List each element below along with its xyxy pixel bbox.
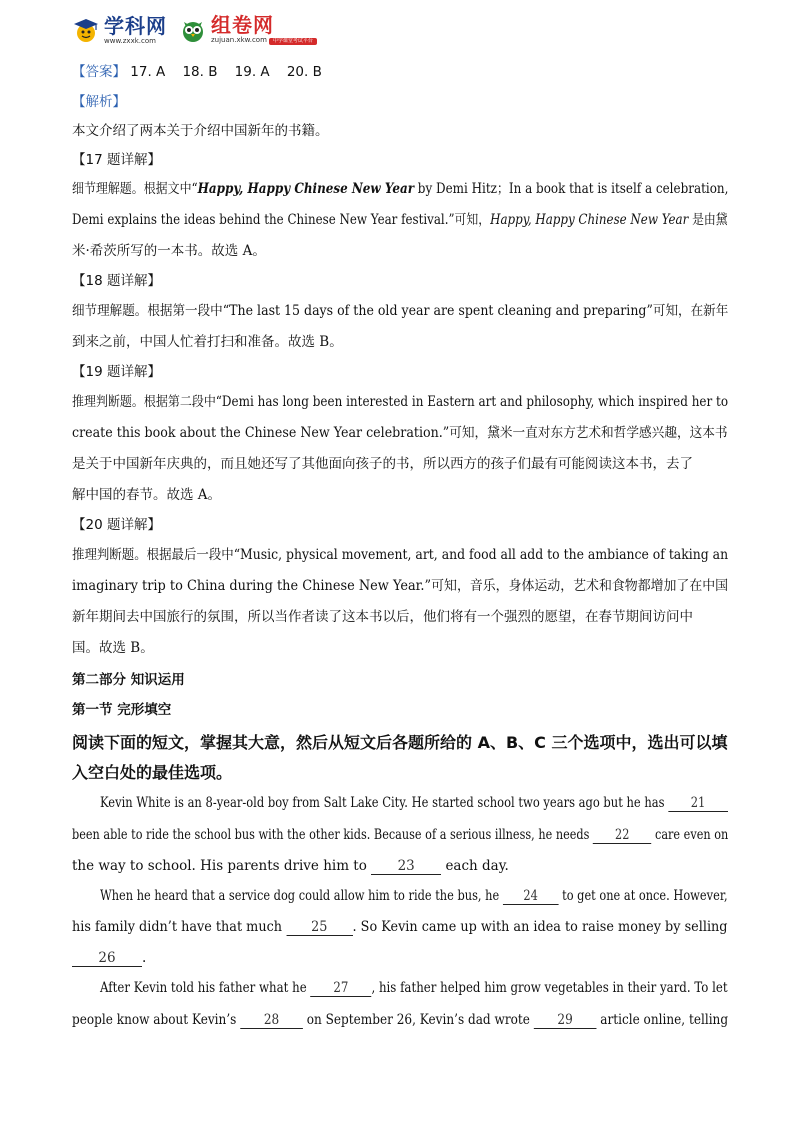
blank-27[interactable]: 27 — [310, 980, 371, 997]
blank-28[interactable]: 28 — [240, 1012, 303, 1029]
page-header — [72, 10, 317, 50]
passage-p1-line-1 — [100, 793, 728, 813]
passage-text: been able to ride the school bus with the other kids. Because of a serious illness, he needs — [72, 827, 593, 843]
logo2-tag: 中学课堂考试平台 — [269, 38, 317, 45]
passage-text: on September 26, Kevin’s dad wrote — [302, 1012, 534, 1028]
passage-text: his family didn’t have that much — [72, 919, 287, 935]
instruction-line-2: 入空白处的最佳选项。 — [72, 763, 233, 782]
logo1-url: www.zxxk.com — [104, 36, 156, 45]
answer-item: 19. A — [234, 64, 270, 80]
logo2-url: zujuan.xkw.com — [211, 36, 267, 44]
passage-p1-line-2 — [72, 825, 728, 845]
passage-text: care even on — [651, 827, 729, 843]
passage-text: article online, telling — [596, 1012, 729, 1028]
q17-text: by Demi Hitz；In a book that is itself a celebration, — [414, 181, 729, 197]
blank-29[interactable]: 29 — [534, 1012, 597, 1029]
passage-text: When he heard that a service dog could allow him to ride the bus, he — [100, 888, 503, 904]
q19-line-3: 是关于中国新年庆典的，而且她还写了其他面向孩子的书，所以西方的孩子们最有可能阅读这本书，去了 — [72, 456, 693, 472]
section-heading: 第一节 完形填空 — [72, 702, 172, 718]
passage-text: , his father helped him grow vegetables in their yard. To let — [371, 980, 728, 996]
passage-p3-line-1 — [100, 978, 728, 998]
q18-line-1: 细节理解题。根据第一段中“The last 15 days of the old year are spent cleaning and preparing”可知，在新年 — [72, 303, 729, 319]
blank-23[interactable]: 23 — [371, 858, 441, 875]
q20-line-2: imaginary trip to China during the Chinese New Year.”可知，音乐，身体运动，艺术和食物都增加了在中国 — [72, 578, 729, 594]
passage-p2-line-3 — [72, 948, 146, 968]
passage-p2-line-1 — [100, 886, 728, 906]
q20-label: 【20 题详解】 — [72, 517, 161, 533]
q20-line-1: 推理判断题。根据最后一段中“Music, physical movement, art, and food all add to the ambiance of taking an — [72, 547, 729, 563]
q19-line-4: 解中国的春节。故选 A。 — [72, 487, 222, 503]
q17-line-2 — [72, 210, 728, 230]
book-title: Happy, Happy Chinese New Year — [490, 212, 689, 228]
zujuan-logo — [179, 15, 317, 45]
q17-line-3: 米·希茨所写的一本书。故选 A。 — [72, 243, 266, 259]
blank-25[interactable]: 25 — [286, 919, 352, 936]
passage-text: . So Kevin came up with an idea to raise money by selling — [352, 919, 728, 935]
answer-line — [72, 62, 322, 82]
answer-label: 【答案】 — [72, 64, 126, 80]
q18-line-2: 到来之前，中国人忙着打扫和准备。故选 B。 — [72, 334, 343, 350]
passage-text: After Kevin told his father what he — [100, 980, 311, 996]
answer-item: 18. B — [182, 64, 218, 80]
analysis-label: 【解析】 — [72, 94, 126, 110]
blank-24[interactable]: 24 — [503, 888, 559, 905]
passage-text: . — [142, 950, 147, 966]
passage-text: each day. — [441, 858, 509, 874]
q17-text: Demi explains the ideas behind the Chinese New Year festival.”可知， — [72, 212, 491, 228]
passage-p1-line-3 — [72, 856, 509, 876]
book-title: Happy, Happy Chinese New Year — [197, 181, 415, 197]
q17-text: 细节理解题。根据文中“ — [72, 181, 198, 197]
passage-text: the way to school. His parents drive him to — [72, 858, 372, 874]
q19-line-1: 推理判断题。根据第二段中“Demi has long been interested in Eastern art and philosophy, which inspired her to — [72, 394, 729, 410]
q17-line-1 — [72, 179, 729, 199]
q19-label: 【19 题详解】 — [72, 364, 161, 380]
passage-text: people know about Kevin’s — [72, 1012, 241, 1028]
owl-mascot-icon — [179, 16, 207, 44]
intro-text: 本文介绍了两本关于介绍中国新年的书籍。 — [72, 123, 329, 139]
part-heading: 第二部分 知识运用 — [72, 672, 185, 688]
blank-21[interactable]: 21 — [668, 795, 728, 812]
logo2-url-row — [211, 37, 317, 45]
instruction-line-1: 阅读下面的短文，掌握其大意，然后从短文后各题所给的 A、B、C 三个选项中，选出可以填 — [72, 733, 728, 752]
q17-text: 是由黛 — [688, 212, 728, 228]
answer-item: 20. B — [286, 64, 322, 80]
blank-26[interactable]: 26 — [72, 950, 142, 967]
passage-p2-line-2 — [72, 917, 728, 937]
passage-p3-line-2 — [72, 1010, 728, 1030]
passage-text: Kevin White is an 8-year-old boy from Salt Lake City. He started school two years ago but he has — [100, 795, 669, 811]
answer-item: 17. A — [130, 64, 166, 80]
logo2-name: 组卷网 — [211, 13, 274, 37]
q20-line-3: 新年期间去中国旅行的氛围，所以当作者读了这本书以后，他们将有一个强烈的愿望，在春节期间访问中 — [72, 609, 693, 625]
passage-text: to get one at once. However, — [558, 888, 728, 904]
graduate-cap-icon — [72, 16, 100, 44]
q18-label: 【18 题详解】 — [72, 273, 161, 289]
logo1-name: 学科网 — [104, 13, 167, 38]
q17-label: 【17 题详解】 — [72, 152, 161, 168]
blank-22[interactable]: 22 — [593, 827, 651, 844]
q20-line-4: 国。故选 B。 — [72, 640, 154, 656]
zxxk-logo — [72, 13, 167, 45]
q19-line-2: create this book about the Chinese New Year celebration.”可知，黛米一直对东方艺术和哲学感兴趣，这本书 — [72, 425, 728, 441]
